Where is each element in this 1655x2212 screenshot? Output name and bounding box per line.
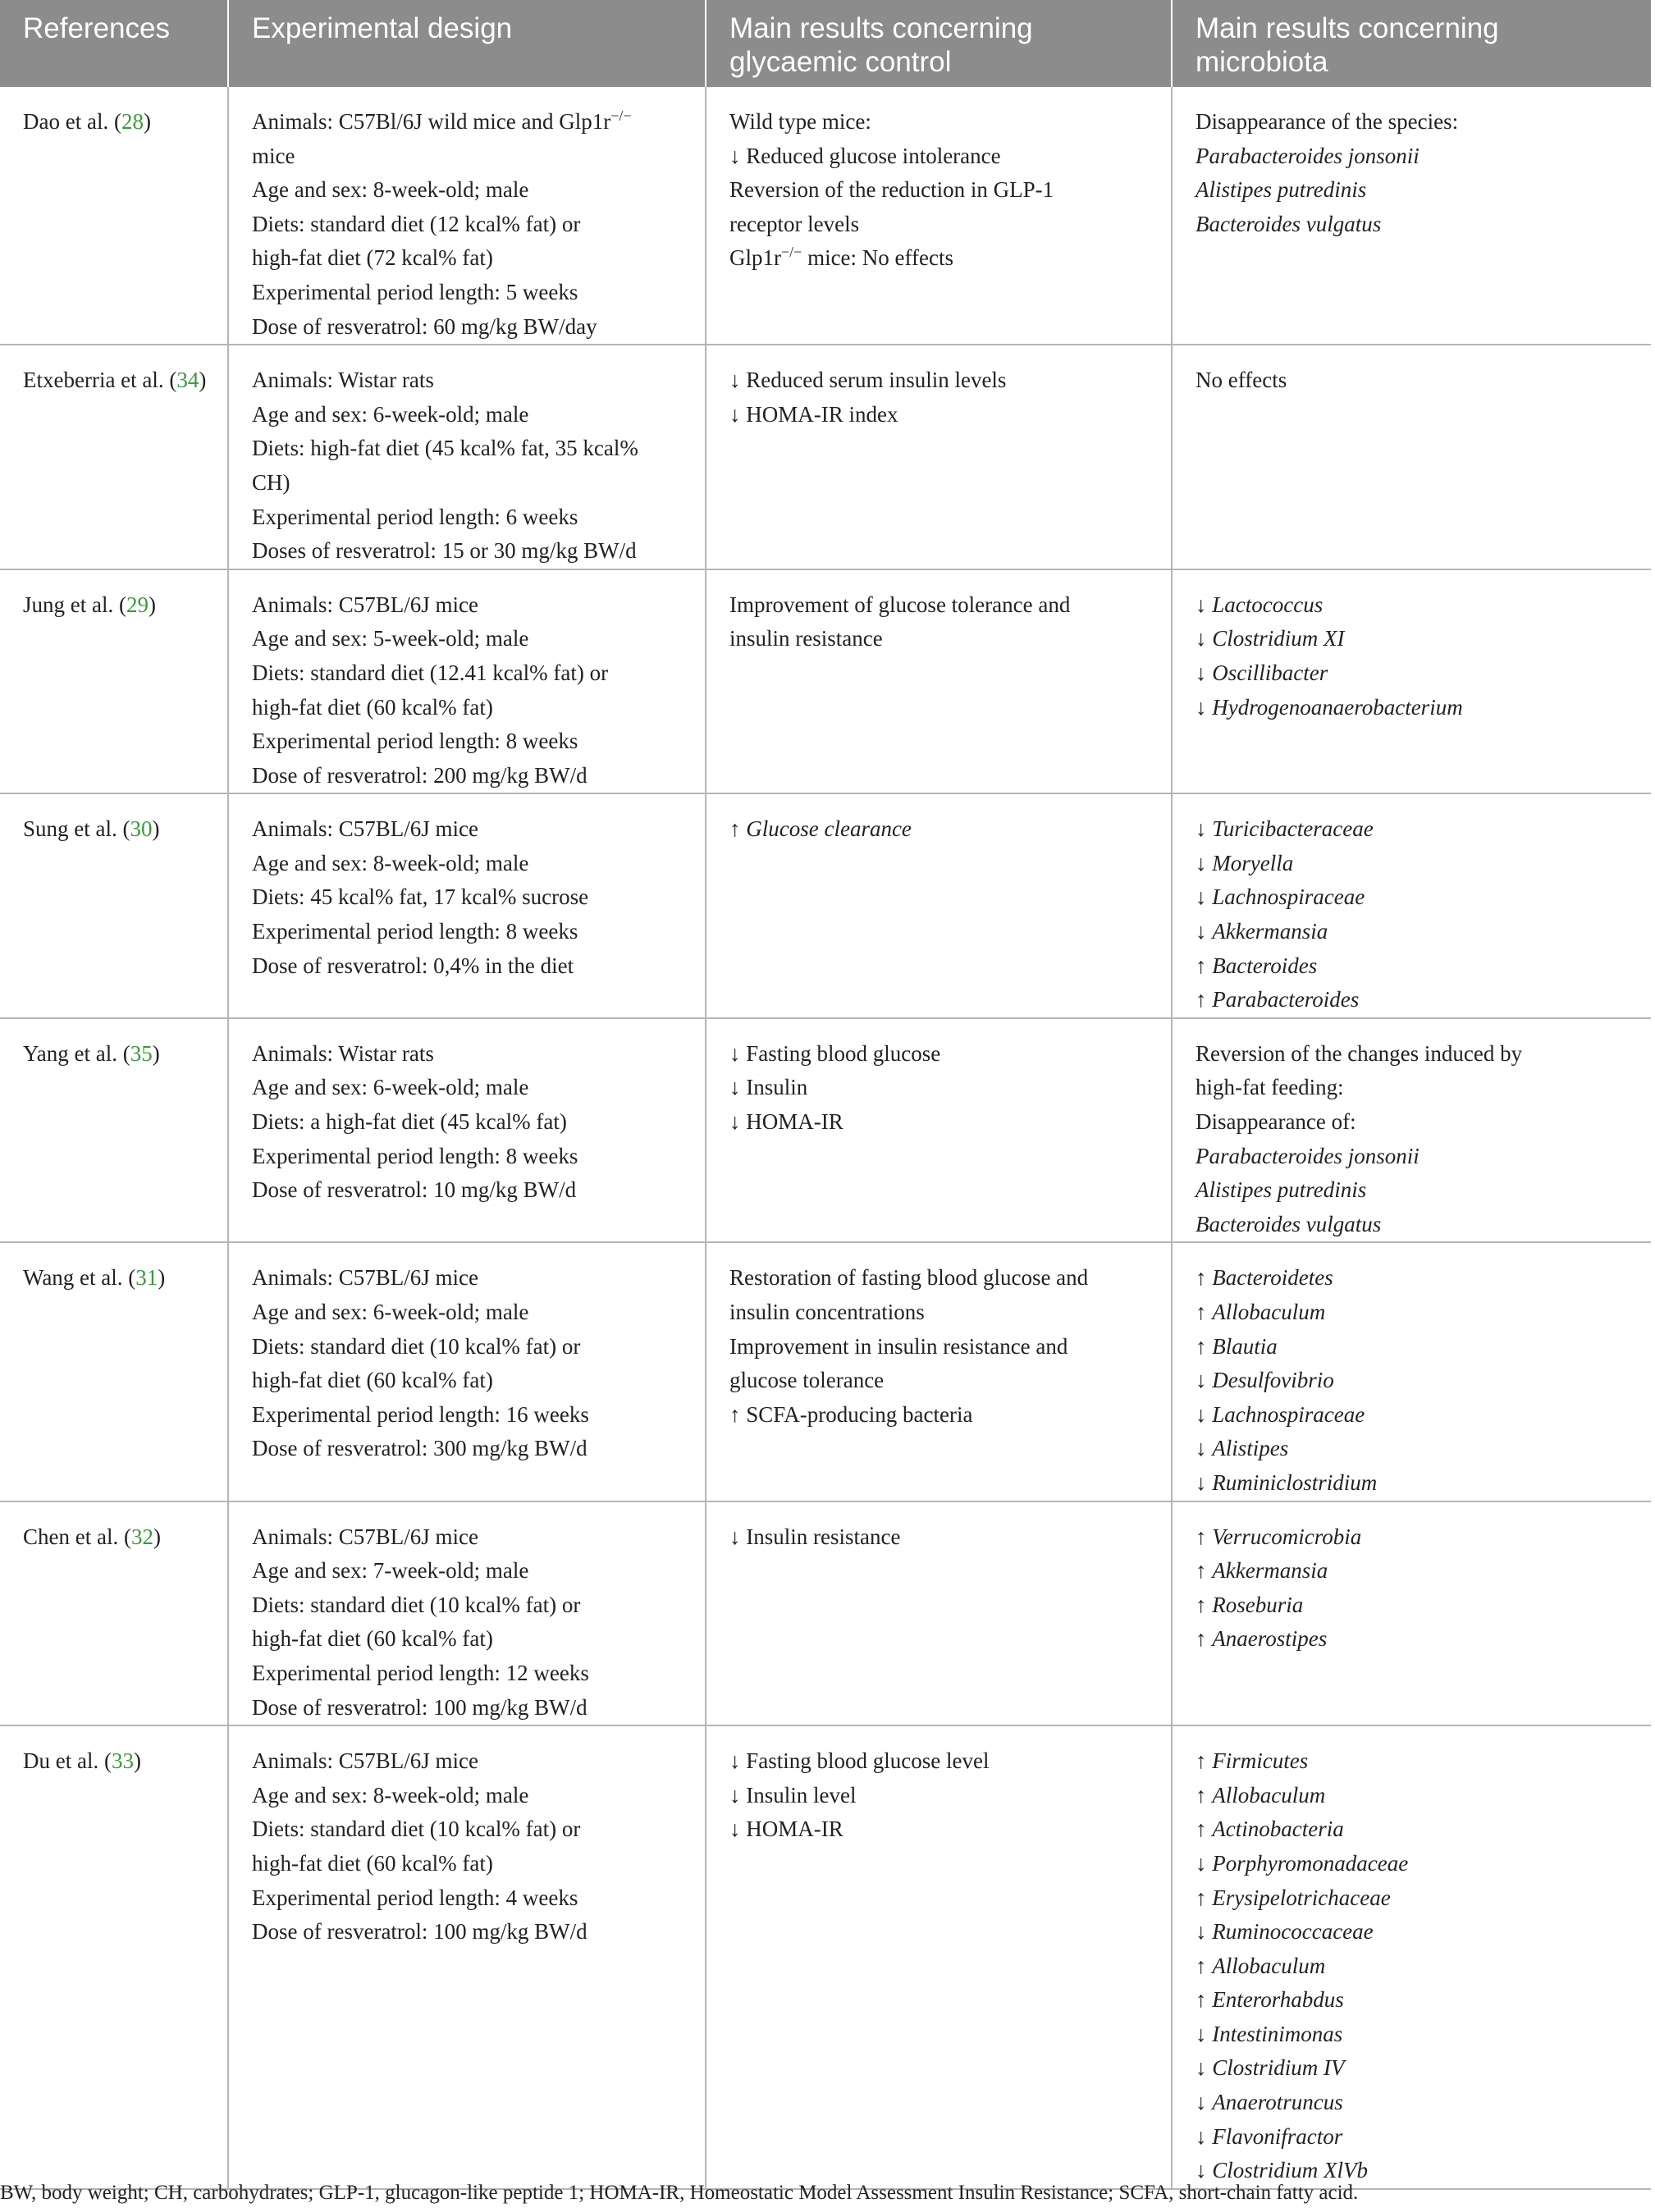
design-cell [228,569,706,794]
taxon-name: Actinobacteria [1212,1817,1344,1842]
glycaemic-line: insulin resistance [729,626,883,651]
reference-close: ) [133,1748,141,1774]
taxon-name: Akkermansia [1212,919,1328,944]
design-cell [228,793,706,1018]
microbiota-line [1196,1261,1633,1296]
design-line: Diets: standard diet (10 kcal% fat) or [252,1817,581,1842]
microbiota-cell [1172,345,1651,569]
microbiota-line [1196,1588,1633,1623]
citation-link[interactable]: 34 [176,368,199,393]
microbiota-line [1196,880,1633,915]
arrow-icon: ↓ [1196,2021,1213,2046]
reference-cell [0,1018,228,1243]
design-line: high-fat diet (60 kcal% fat) [252,694,493,720]
reference-author: Sung et al. ( [23,816,130,842]
taxon-name: Disappearance of the species: [1196,109,1459,134]
glycaemic-line: ↓ Fasting blood glucose [729,1040,941,1066]
taxon-name: Parabacteroides jonsonii [1196,1143,1420,1168]
taxon-name: Lachnospiraceae [1212,1401,1365,1427]
arrow-icon: ↑ [1196,1300,1213,1324]
microbiota-line [1196,1071,1633,1105]
glycaemic-line: receptor levels [729,211,860,236]
taxon-name: Blautia [1212,1333,1278,1359]
design-line: CH) [252,469,290,495]
design-line: Animals: C57BL/6J mice [252,1265,478,1291]
arrow-icon: ↑ [1196,1782,1213,1808]
table-row [0,1242,1651,1501]
microbiota-line [1196,2086,1633,2120]
reference-author: Du et al. ( [23,1748,112,1774]
design-line: Age and sex: 6-week-old; male [252,1300,529,1324]
design-line: Dose of resveratrol: 100 mg/kg BW/d [252,1919,587,1945]
design-line: Dose of resveratrol: 10 mg/kg BW/d [252,1177,577,1203]
reference-close: ) [143,109,151,134]
microbiota-cell [1172,1018,1651,1243]
microbiota-cell [1172,1725,1651,2189]
arrow-icon: ↓ [1196,2090,1213,2115]
glycaemic-line: insulin concentrations [729,1300,925,1324]
reference-cell [0,1501,228,1726]
table-footnote: BW, body weight; CH, carbohydrates; GLP-1, glucagon-like peptide 1; HOMA-IR, Homeostatic Model Assessment Insulin Resistance; SCFA, short-chain fatty acid. [0,2182,1359,2204]
arrow-icon: ↓ [1196,694,1213,720]
taxon-name: Bacteroides vulgatus [1196,211,1382,236]
taxon-name: Hydrogenoanaerobacterium [1212,694,1463,720]
microbiota-line [1196,105,1633,139]
reference-author: Wang et al. ( [23,1265,136,1291]
taxon-name: Firmicutes [1212,1748,1309,1774]
arrow-icon: ↓ [1196,2158,1213,2183]
taxon-name: Akkermansia [1212,1558,1328,1584]
microbiota-line [1196,1364,1633,1398]
taxon-name: Bacteroidetes [1212,1265,1333,1291]
microbiota-line [1196,173,1633,208]
arrow-icon: ↓ [1196,1919,1213,1945]
microbiota-line [1196,1398,1633,1433]
taxon-name: Erysipelotrichaceae [1212,1885,1391,1910]
microbiota-line [1196,1622,1633,1657]
table-row [0,793,1651,1018]
table-row [0,1501,1651,1726]
reference-author: Dao et al. ( [23,109,121,134]
taxon-name: Clostridium IV [1212,2055,1345,2081]
glycaemic-line: ↑ SCFA-producing bacteria [729,1401,973,1427]
glycaemic-line: ↓ HOMA-IR index [729,401,898,427]
arrow-icon: ↓ [1196,660,1213,685]
reference-cell [0,569,228,794]
design-line: Age and sex: 5-week-old; male [252,626,529,651]
microbiota-line [1196,1330,1633,1364]
microbiota-line [1196,949,1633,984]
microbiota-line [1196,1949,1633,1984]
microbiota-line [1196,1847,1633,1881]
design-line: Dose of resveratrol: 200 mg/kg BW/d [252,762,587,788]
design-line: Experimental period length: 8 weeks [252,919,578,944]
arrow-icon: ↓ [1196,1850,1213,1876]
taxon-name: Roseburia [1212,1592,1304,1617]
design-line: Experimental period length: 5 weeks [252,279,578,304]
microbiota-line [1196,363,1633,398]
microbiota-cell [1172,1242,1651,1501]
table-row [0,87,1651,345]
glycaemic-line: ↓ Insulin [729,1075,808,1100]
reference-close: ) [153,1524,161,1549]
microbiota-cell [1172,1501,1651,1726]
glycaemic-line: Reversion of the reduction in GLP-1 [729,177,1054,203]
design-line: Animals: Wistar rats [252,368,434,393]
microbiota-line [1196,1037,1633,1072]
design-cell [228,87,706,345]
taxon-name: Desulfovibrio [1212,1368,1334,1393]
microbiota-line [1196,1554,1633,1588]
microbiota-cell [1172,569,1651,794]
glycaemic-line: ↓ Fasting blood glucose level [729,1748,990,1774]
citation-link[interactable]: 30 [130,816,153,842]
glycaemic-cell [706,1725,1172,2189]
glycaemic-text: Glp1r [729,245,781,271]
taxon-name: Allobaculum [1212,1953,1326,1978]
taxon-name: Ruminiclostridium [1212,1469,1378,1495]
microbiota-line [1196,1466,1633,1501]
taxon-name: Oscillibacter [1212,660,1328,685]
glycaemic-line: Wild type mice: [729,109,871,134]
glycaemic-cell [706,1018,1172,1243]
design-line: high-fat diet (72 kcal% fat) [252,245,493,271]
glycaemic-line: Improvement of glucose tolerance and [729,592,1071,617]
glycaemic-line [729,812,1153,847]
arrow-icon: ↓ [1196,816,1213,842]
design-line: Diets: standard diet (12 kcal% fat) or [252,211,581,236]
taxon-name: Intestinimonas [1212,2021,1343,2046]
header-glycaemic-results: Main results concerning glycaemic control [706,0,1172,87]
microbiota-line [1196,1296,1633,1330]
reference-author: Yang et al. ( [23,1040,130,1066]
citation-link[interactable]: 28 [121,109,144,134]
arrow-icon: ↓ [1196,592,1213,617]
arrow-icon: ↓ [1196,1368,1213,1393]
microbiota-line [1196,1432,1633,1466]
microbiota-line [1196,622,1633,656]
microbiota-line [1196,1983,1633,2018]
taxon-name: Allobaculum [1212,1782,1326,1808]
taxon-name: high-fat feeding: [1196,1075,1344,1100]
taxon-name: Flavonifractor [1212,2123,1343,2149]
taxon-name: Clostridium XI [1212,626,1345,651]
arrow-icon: ↑ [1196,1748,1213,1774]
taxon-name: Reversion of the changes induced by [1196,1040,1523,1066]
citation-link[interactable]: 35 [130,1040,153,1066]
design-line: Diets: high-fat diet (45 kcal% fat, 35 kcal% [252,436,638,461]
microbiota-line [1196,983,1633,1017]
microbiota-line [1196,1140,1633,1174]
microbiota-line [1196,656,1633,691]
microbiota-line [1196,588,1633,623]
design-line: high-fat diet (60 kcal% fat) [252,1626,493,1652]
microbiota-line [1196,1105,1633,1140]
design-line: Animals: C57BL/6J mice [252,592,478,617]
table-row [0,345,1651,569]
microbiota-line [1196,1173,1633,1208]
microbiota-line [1196,2120,1633,2155]
glycaemic-line: ↓ HOMA-IR [729,1817,844,1842]
design-line: Animals: C57BL/6J mice [252,816,478,842]
design-line: Animals: C57BL/6J mice [252,1748,478,1774]
citation-link[interactable]: 32 [130,1524,153,1549]
glycaemic-cell [706,345,1172,569]
design-line: Experimental period length: 6 weeks [252,504,578,529]
design-line: Diets: standard diet (12.41 kcal% fat) or [252,660,609,685]
citation-link[interactable]: 29 [126,592,149,617]
design-line: Diets: standard diet (10 kcal% fat) or [252,1592,581,1617]
design-line: Dose of resveratrol: 100 mg/kg BW/d [252,1694,587,1720]
taxon-name: Verrucomicrobia [1212,1524,1362,1549]
design-line: mice [252,143,295,168]
glycaemic-cell [706,793,1172,1018]
reference-author: Jung et al. ( [23,592,126,617]
microbiota-line [1196,691,1633,725]
taxon-name: Porphyromonadaceae [1212,1850,1409,1876]
design-line: Experimental period length: 12 weeks [252,1660,589,1685]
design-line: high-fat diet (60 kcal% fat) [252,1850,493,1876]
design-line: high-fat diet (60 kcal% fat) [252,1368,493,1393]
taxon-name: Moryella [1212,850,1294,875]
table-body [0,87,1651,2189]
arrow-icon: ↑ [1196,987,1213,1012]
taxon-name: Allobaculum [1212,1300,1326,1324]
citation-link[interactable]: 33 [111,1748,134,1774]
glycaemic-cell [706,1242,1172,1501]
taxon-name: Anaerostipes [1212,1626,1328,1652]
glycaemic-text-tail: mice: No effects [802,245,953,271]
taxon-name: Disappearance of: [1196,1109,1356,1135]
taxon-name: Enterorhabdus [1212,1987,1344,2013]
design-line: Age and sex: 8-week-old; male [252,1782,529,1808]
microbiota-line [1196,1744,1633,1779]
design-line: Experimental period length: 8 weeks [252,729,578,754]
design-line: Dose of resveratrol: 0,4% in the diet [252,953,574,978]
microbiota-line [1196,1779,1633,1813]
design-line: Experimental period length: 16 weeks [252,1401,589,1427]
microbiota-line [1196,2018,1633,2052]
design-cell [228,1018,706,1243]
table-row [0,569,1651,794]
design-line: Experimental period length: 4 weeks [252,1885,578,1910]
design-line: Dose of resveratrol: 60 mg/kg BW/day [252,313,597,339]
arrow-icon: ↑ [1196,1524,1213,1549]
arrow-icon: ↑ [1196,1626,1213,1652]
design-line: Diets: 45 kcal% fat, 17 kcal% sucrose [252,884,589,910]
microbiota-line [1196,1520,1633,1555]
arrow-icon: ↑ [1196,1885,1213,1910]
design-line: Experimental period length: 8 weeks [252,1143,578,1168]
arrow-icon: ↓ [1196,2123,1213,2149]
microbiota-line [1196,847,1633,881]
microbiota-line [1196,1881,1633,1916]
taxon-name: Ruminococcaceae [1212,1919,1374,1945]
microbiota-line [1196,915,1633,949]
glycaemic-line [729,241,1153,276]
design-line: Age and sex: 6-week-old; male [252,401,529,427]
glycaemic-line: ↓ Insulin level [729,1782,857,1808]
microbiota-line [1196,1915,1633,1949]
design-cell [228,345,706,569]
reference-author: Chen et al. ( [23,1524,131,1549]
reference-cell [0,345,228,569]
taxon-name: Bacteroides [1212,953,1318,978]
header-references: References [0,0,228,87]
reference-cell [0,1242,228,1501]
microbiota-cell [1172,793,1651,1018]
microbiota-line [1196,1812,1633,1847]
taxon-name: Anaerotruncus [1212,2090,1343,2115]
reference-author: Etxeberria et al. ( [23,368,177,393]
reference-close: ) [148,592,156,617]
table-header-row [0,0,1651,87]
design-line: Age and sex: 8-week-old; male [252,850,529,875]
microbiota-line [1196,812,1633,847]
arrow-icon: ↓ [1196,626,1213,651]
arrow-icon: ↓ [1196,850,1213,875]
reference-cell [0,1725,228,2189]
taxon-name: Clostridium XlVb [1212,2158,1369,2183]
reference-close: ) [199,368,207,393]
taxon-name: Bacteroides vulgatus [1196,1211,1382,1236]
citation-link[interactable]: 31 [135,1265,158,1291]
design-line: Age and sex: 7-week-old; male [252,1558,529,1584]
arrow-icon: ↑ [1196,1953,1213,1978]
arrow-icon: ↓ [1196,1469,1213,1495]
arrow-icon: ↑ [1196,1265,1213,1291]
arrow-icon: ↑ [1196,1592,1213,1617]
header-experimental-design: Experimental design [228,0,706,87]
taxon-name: No effects [1196,368,1287,393]
arrow-icon: ↓ [1196,2055,1213,2081]
arrow-icon: ↑ [1196,1817,1213,1842]
microbiota-line [1196,2051,1633,2086]
design-cell [228,1501,706,1726]
arrow-icon: ↓ [1196,1401,1213,1427]
glycaemic-text: Glucose clearance [746,816,912,842]
reference-close: ) [158,1265,166,1291]
glycaemic-line: ↓ Reduced glucose intolerance [729,143,1001,168]
arrow-icon: ↑ [1196,1558,1213,1584]
table-row [0,1725,1651,2189]
glycaemic-line: ↓ HOMA-IR [729,1109,844,1135]
design-line: Age and sex: 8-week-old; male [252,177,529,203]
arrow-icon: ↓ [1196,1436,1213,1461]
design-line: Diets: standard diet (10 kcal% fat) or [252,1333,581,1359]
reference-cell [0,87,228,345]
microbiota-line [1196,1208,1633,1242]
arrow-icon: ↓ [1196,884,1213,910]
taxon-name: Lactococcus [1212,592,1324,617]
microbiota-cell [1172,87,1651,345]
superscript: −/− [781,244,802,261]
arrow-icon: ↓ [1196,919,1213,944]
design-line: Dose of resveratrol: 300 mg/kg BW/d [252,1436,587,1461]
glycaemic-line: ↓ Insulin resistance [729,1524,901,1549]
design-text: Animals: C57Bl/6J wild mice and Glp1r [252,109,611,134]
glycaemic-line: Improvement in insulin resistance and [729,1333,1068,1359]
design-line [252,105,687,139]
taxon-name: Parabacteroides jonsonii [1196,143,1420,168]
reference-cell [0,793,228,1018]
reference-close: ) [152,1040,160,1066]
design-cell [228,1725,706,2189]
header-microbiota-results: Main results concerning microbiota [1172,0,1651,87]
glycaemic-line: Restoration of fasting blood glucose and [729,1265,1089,1291]
arrow-icon: ↑ [1196,1333,1213,1359]
microbiota-line [1196,208,1633,242]
glycaemic-cell [706,1501,1172,1726]
taxon-name: Alistipes putredinis [1196,177,1367,203]
glycaemic-line: glucose tolerance [729,1368,885,1393]
design-cell [228,1242,706,1501]
reference-close: ) [152,816,160,842]
glycaemic-cell [706,87,1172,345]
taxon-name: Lachnospiraceae [1212,884,1365,910]
taxon-name: Turicibacteraceae [1212,816,1374,842]
glycaemic-line: ↓ Reduced serum insulin levels [729,368,1007,393]
microbiota-line [1196,139,1633,174]
glycaemic-cell [706,569,1172,794]
table-row [0,1018,1651,1243]
design-line: Diets: a high-fat diet (45 kcal% fat) [252,1109,567,1135]
design-line: Age and sex: 6-week-old; male [252,1075,529,1100]
design-line: Animals: Wistar rats [252,1040,434,1066]
arrow-icon: ↑ [1196,953,1213,978]
superscript: −/− [610,107,632,124]
design-line: Doses of resveratrol: 15 or 30 mg/kg BW/d [252,538,637,564]
taxon-name: Parabacteroides [1212,987,1360,1012]
arrow-icon: ↑ [1196,1987,1213,2013]
arrow-icon: ↑ [729,816,747,842]
taxon-name: Alistipes putredinis [1196,1177,1367,1203]
design-line: Animals: C57BL/6J mice [252,1524,478,1549]
taxon-name: Alistipes [1212,1436,1289,1461]
